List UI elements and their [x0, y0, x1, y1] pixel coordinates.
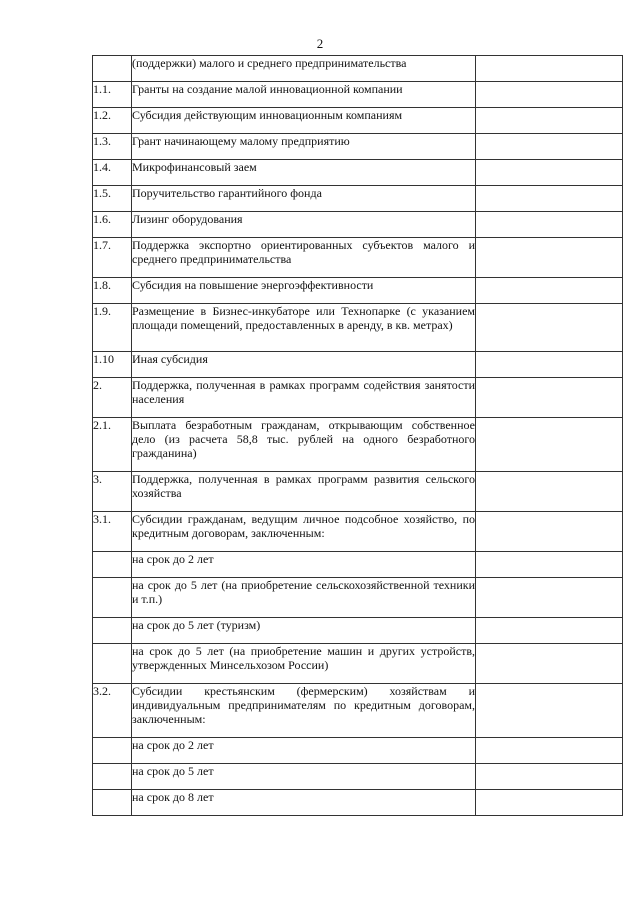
row-value-cell [476, 684, 623, 738]
row-description-cell: на срок до 5 лет (на приобретение машин и других устройств, утвержденных Минсельхозом России) [132, 644, 476, 684]
row-description-cell: Лизинг оборудования [132, 212, 476, 238]
row-description-cell: Размещение в Бизнес-инкубаторе или Технопарке (с указанием площади помещений, предоставленных в аренду, в кв. метрах) [132, 304, 476, 352]
row-value-cell [476, 56, 623, 82]
row-value-cell [476, 618, 623, 644]
row-number-cell: 1.8. [93, 278, 132, 304]
row-value-cell [476, 352, 623, 378]
row-value-cell [476, 418, 623, 472]
row-description-cell: на срок до 5 лет [132, 764, 476, 790]
row-description-cell: Субсидия на повышение энергоэффективности [132, 278, 476, 304]
row-number-cell: 3. [93, 472, 132, 512]
row-description-cell: Гранты на создание малой инновационной компании [132, 82, 476, 108]
row-number-cell [93, 578, 132, 618]
row-value-cell [476, 790, 623, 816]
table-row [93, 278, 623, 304]
row-number-cell: 1.1. [93, 82, 132, 108]
table-row [93, 764, 623, 790]
row-number-cell [93, 738, 132, 764]
row-value-cell [476, 378, 623, 418]
table-row [93, 304, 623, 352]
row-number-cell: 1.4. [93, 160, 132, 186]
table-row [93, 186, 623, 212]
row-number-cell: 2.1. [93, 418, 132, 472]
row-description-cell: Иная субсидия [132, 352, 476, 378]
table-row [93, 552, 623, 578]
table-row [93, 56, 623, 82]
table-row [93, 790, 623, 816]
table-row [93, 352, 623, 378]
table-row [93, 738, 623, 764]
row-value-cell [476, 82, 623, 108]
row-value-cell [476, 472, 623, 512]
row-description-cell: Субсидия действующим инновационным компаниям [132, 108, 476, 134]
table-row [93, 160, 623, 186]
row-value-cell [476, 304, 623, 352]
row-description-cell: Поддержка, полученная в рамках программ развития сельского хозяйства [132, 472, 476, 512]
page-number: 2 [316, 36, 324, 51]
row-description-cell: на срок до 5 лет (туризм) [132, 618, 476, 644]
row-number-cell [93, 552, 132, 578]
table-row [93, 472, 623, 512]
table-row [93, 238, 623, 278]
row-number-cell: 1.7. [93, 238, 132, 278]
table-row [93, 378, 623, 418]
row-number-cell [93, 644, 132, 684]
row-description-cell: Поддержка, полученная в рамках программ содействия занятости населения [132, 378, 476, 418]
table-row [93, 644, 623, 684]
row-value-cell [476, 552, 623, 578]
row-description-cell: на срок до 2 лет [132, 552, 476, 578]
support-table [92, 55, 623, 816]
row-description-cell: Субсидии крестьянским (фермерским) хозяйствам и индивидуальным предпринимателям по кредитным договорам, заключенным: [132, 684, 476, 738]
row-number-cell: 3.2. [93, 684, 132, 738]
row-number-cell [93, 56, 132, 82]
row-number-cell: 1.6. [93, 212, 132, 238]
row-number-cell: 1.5. [93, 186, 132, 212]
row-value-cell [476, 238, 623, 278]
row-description-cell: на срок до 8 лет [132, 790, 476, 816]
table-row [93, 134, 623, 160]
row-value-cell [476, 512, 623, 552]
row-value-cell [476, 738, 623, 764]
row-value-cell [476, 108, 623, 134]
row-number-cell: 3.1. [93, 512, 132, 552]
table-row [93, 212, 623, 238]
row-value-cell [476, 160, 623, 186]
row-value-cell [476, 134, 623, 160]
row-value-cell [476, 186, 623, 212]
table-row [93, 684, 623, 738]
row-number-cell: 1.9. [93, 304, 132, 352]
row-number-cell: 1.10 [93, 352, 132, 378]
table-row [93, 512, 623, 552]
table-row [93, 108, 623, 134]
row-number-cell [93, 618, 132, 644]
row-number-cell [93, 764, 132, 790]
table-body [93, 56, 623, 816]
row-value-cell [476, 212, 623, 238]
row-value-cell [476, 644, 623, 684]
row-value-cell [476, 764, 623, 790]
row-number-cell: 2. [93, 378, 132, 418]
row-description-cell: Поддержка экспортно ориентированных субъектов малого и среднего предпринимательства [132, 238, 476, 278]
row-description-cell: на срок до 2 лет [132, 738, 476, 764]
row-value-cell [476, 278, 623, 304]
row-description-cell: Грант начинающему малому предприятию [132, 134, 476, 160]
row-description-cell: на срок до 5 лет (на приобретение сельскохозяйственной техники и т.п.) [132, 578, 476, 618]
row-number-cell: 1.2. [93, 108, 132, 134]
row-description-cell: Субсидии гражданам, ведущим личное подсобное хозяйство, по кредитным договорам, заключенным: [132, 512, 476, 552]
table-row [93, 578, 623, 618]
row-description-cell: Поручительство гарантийного фонда [132, 186, 476, 212]
table-row [93, 418, 623, 472]
table-row [93, 618, 623, 644]
table-row [93, 82, 623, 108]
row-description-cell: (поддержки) малого и среднего предпринимательства [132, 56, 476, 82]
row-description-cell: Выплата безработным гражданам, открывающим собственное дело (из расчета 58,8 тыс. рублей на одного безработного гражданина) [132, 418, 476, 472]
row-description-cell: Микрофинансовый заем [132, 160, 476, 186]
row-value-cell [476, 578, 623, 618]
row-number-cell [93, 790, 132, 816]
row-number-cell: 1.3. [93, 134, 132, 160]
